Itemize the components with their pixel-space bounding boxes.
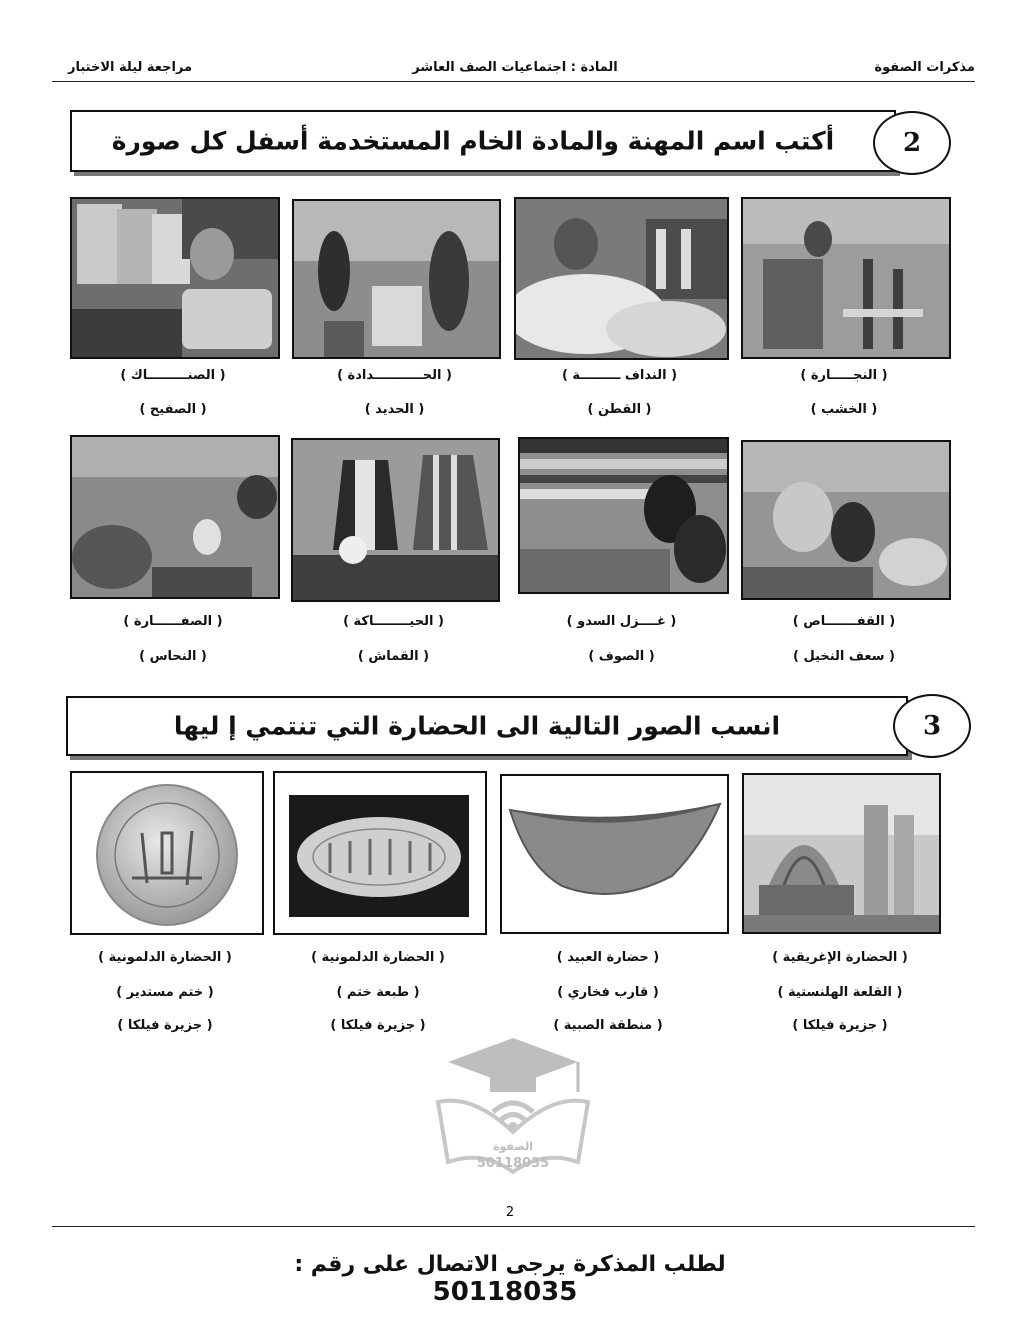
material-caption-5: ( سعف النخيل ) [793,649,895,664]
item-caption-1: ( القلعة الهلنستية ) [777,985,903,1000]
profession-caption-8: ( الصفــــــارة ) [123,614,223,629]
contact-phone: 50118035 [432,1277,578,1307]
image-hellenistic-fortress [742,773,941,934]
place-caption-4: ( جزيرة فيلكا ) [117,1018,213,1033]
profession-caption-3: ( الحـــــــــــدادة ) [337,368,452,383]
photo-coppersmith [70,435,280,599]
item-caption-2: ( قارب فخاري ) [557,985,659,1000]
place-caption-3: ( جزيرة فيلكا ) [330,1018,426,1033]
question-3-title: انسب الصور التالية الى الحضارة التي تنتمي إ ليها [173,711,781,741]
civilization-caption-2: ( حضارة العبيد ) [556,950,660,965]
profession-caption-5: ( القفـــــــاص ) [792,614,896,629]
header-left: مراجعة ليلة الاختبار [68,60,193,75]
question-2-title: أكتب اسم المهنة والمادة الخام المستخدمة أسفل كل صورة [111,126,835,156]
profession-caption-2: ( النداف ـــــــــة ) [561,368,678,383]
header-right: مذكرات الصفوة [874,60,975,75]
place-caption-1: ( جزيرة فيلكا ) [792,1018,888,1033]
item-caption-3: ( طبعة ختم ) [336,985,420,1000]
civilization-caption-4: ( الحضارة الدلمونية ) [98,950,232,965]
profession-caption-6: ( غــــزل السدو ) [566,614,677,629]
photo-blacksmith [292,199,501,359]
item-caption-4: ( ختم مستدير ) [116,985,214,1000]
image-pottery-boat [500,774,729,934]
material-caption-6: ( الصوف ) [588,649,655,664]
contact-text: لطلب المذكرة يرجى الاتصال على رقم : [294,1252,726,1277]
image-round-seal [70,771,264,935]
question-3-banner [66,696,908,756]
watermark-phone: 50118035 [476,1156,550,1171]
civilization-caption-1: ( الحضارة الإغريقية ) [772,950,908,965]
photo-weaver-cloth [291,438,500,602]
place-caption-2: ( منطقة الصبية ) [553,1018,663,1033]
profession-caption-7: ( الحيــــــــاكة ) [343,614,444,629]
material-caption-8: ( النحاس ) [139,649,207,664]
image-seal-impression [273,771,487,935]
question-2-banner [70,110,896,172]
material-caption-2: ( القطن ) [587,402,652,417]
contact-line [230,1252,790,1307]
photo-carpenter [741,197,951,359]
photo-cotton-carder [514,197,729,360]
photo-basket-weaver [741,440,951,600]
profession-caption-4: ( الصنـــــــــاك ) [120,368,226,383]
header-divider [52,81,975,82]
profession-caption-1: ( النجـــــارة ) [800,368,888,383]
page-number: 2 [505,1205,515,1220]
civilization-caption-3: ( الحضارة الدلمونية ) [311,950,445,965]
material-caption-1: ( الخشب ) [810,402,878,417]
header-center: المادة : اجتماعيات الصف العاشر [412,60,618,75]
footer-divider [52,1226,975,1227]
photo-tinsmith [70,197,280,359]
photo-sadu-weaving [518,437,729,594]
material-caption-3: ( الحديد ) [364,402,425,417]
material-caption-4: ( الصفيح ) [139,402,207,417]
watermark-logo [428,1032,598,1187]
question-2-number: 2 [873,111,951,175]
material-caption-7: ( القماش ) [357,649,430,664]
watermark-name: الصفوة [492,1140,534,1153]
question-3-number: 3 [893,694,971,758]
